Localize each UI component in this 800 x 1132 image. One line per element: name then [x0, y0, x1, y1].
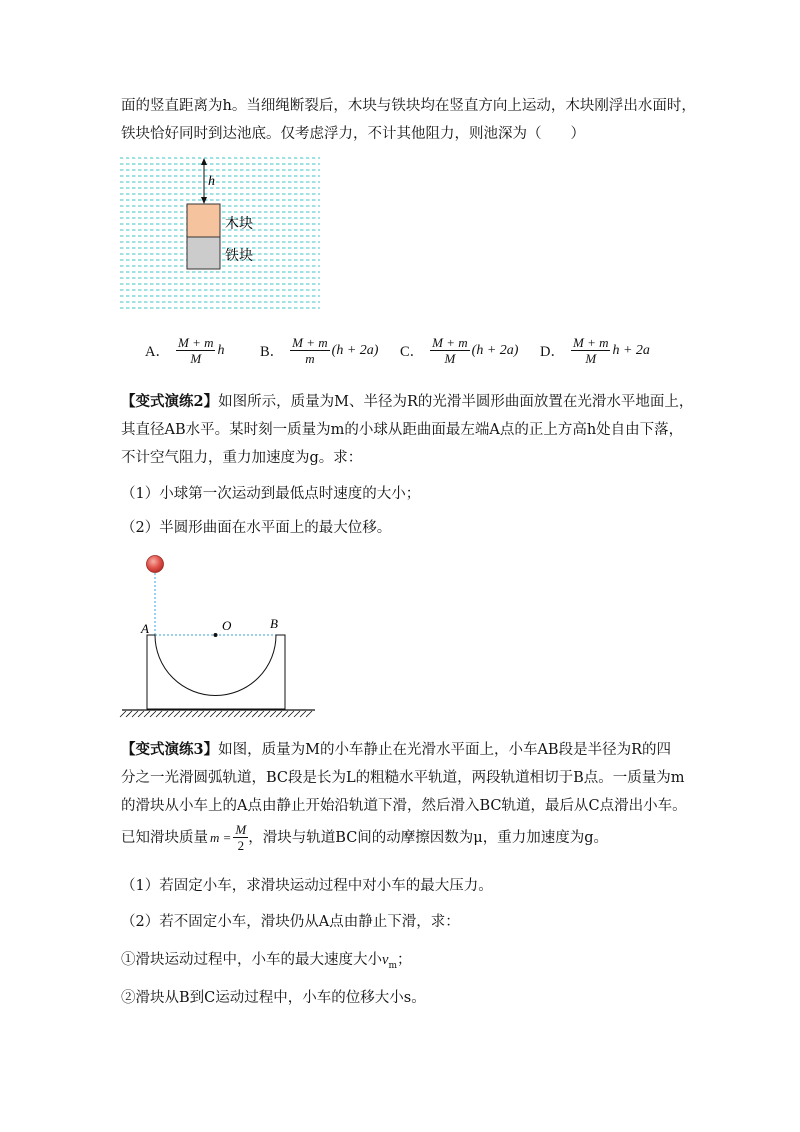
hatch-mark — [240, 711, 246, 717]
problem2-line3: 不计空气阻力，重力加速度为g。求： — [121, 450, 363, 466]
fraction: $\frac{M + m}{M}$ — [432, 335, 468, 366]
option-b — [260, 335, 378, 366]
problem2-line2: 其直径AB水平。某时刻一质量为m的小球从距曲面最左端A点的正上方高h处自由下落， — [121, 422, 684, 438]
label-b: B — [270, 616, 278, 631]
hatch-mark — [276, 711, 282, 717]
problem3-title: 【变式演练3】 — [121, 741, 219, 758]
option-label: C． — [400, 344, 425, 360]
hatch-mark — [264, 711, 270, 717]
hatch-mark — [216, 711, 222, 717]
hatch-mark — [186, 711, 192, 717]
v-symbol: v — [382, 952, 389, 968]
option-a — [145, 335, 224, 366]
hatch-mark — [246, 711, 252, 717]
hatch-mark — [144, 711, 150, 717]
fraction: $\frac{M + m}{m}$ — [292, 335, 328, 366]
problem3-line4-pre: 已知滑块质量 — [121, 829, 208, 846]
option-c — [400, 335, 518, 366]
option-tail: (h + 2a) — [331, 342, 379, 358]
problem3-question2b: ②滑块从B到C运动过程中，小车的位移大小s。 — [121, 990, 426, 1006]
water-block-figure — [120, 155, 320, 315]
q2a-end: ； — [396, 952, 412, 968]
label-o: O — [222, 618, 232, 633]
problem3-line2: 分之一光滑圆弧轨道，BC段是长为L的粗糙水平轨道，两段轨道相切于B点。一质量为m — [121, 770, 685, 786]
h-label: h — [208, 174, 215, 189]
option-tail: h + 2a — [612, 342, 650, 358]
hatch-mark — [294, 711, 300, 717]
hatch-mark — [162, 711, 168, 717]
hatch-mark — [252, 711, 258, 717]
hatch-mark — [300, 711, 306, 717]
problem3-line4-post: ，滑块与轨道BC间的动摩擦因数为μ，重力加速度为g。 — [248, 829, 608, 846]
iron-block — [187, 237, 220, 269]
problem3-question2: （2）若不固定小车，滑块仍从A点由静止下滑，求： — [121, 914, 460, 930]
hatch-mark — [204, 711, 210, 717]
hatch-mark — [174, 711, 180, 717]
fraction: $\frac{M + m}{M}$ — [572, 335, 609, 366]
fraction: $\frac{M + m}{M}$ — [177, 335, 214, 366]
hatch-mark — [180, 711, 186, 717]
wood-block — [187, 204, 220, 237]
option-label: A． — [145, 344, 170, 360]
hatch-mark — [222, 711, 228, 717]
hatch-mark — [156, 711, 162, 717]
hatch-mark — [138, 711, 144, 717]
v-subscript: m — [388, 960, 397, 971]
ground-hatching — [120, 711, 312, 717]
problem1-line1: 面的竖直距离为h。当细绳断裂后，木块与铁块均在竖直方向上运动，木块刚浮出水面时， — [121, 98, 696, 114]
option-label: D． — [540, 344, 565, 360]
wood-label: 木块 — [225, 217, 253, 232]
problem2-line1 — [121, 392, 693, 412]
option-label: B． — [260, 344, 285, 360]
semicircle-track-figure — [118, 548, 328, 723]
hatch-mark — [132, 711, 138, 717]
hatch-mark — [210, 711, 216, 717]
problem2-text1: 如图所示，质量为M、半径为R的光滑半圆形曲面放置在光滑水平地面上， — [218, 394, 694, 410]
ball — [147, 556, 164, 573]
hatch-mark — [258, 711, 264, 717]
mass-eq-lhs: m = — [210, 829, 232, 845]
problem3-line4 — [121, 822, 608, 853]
option-tail: (h + 2a) — [471, 342, 519, 358]
hatch-mark — [126, 711, 132, 717]
hatch-mark — [282, 711, 288, 717]
problem2-title: 【变式演练2】 — [121, 393, 219, 410]
center-point — [214, 633, 218, 637]
hatch-mark — [192, 711, 198, 717]
problem3-line3: 的滑块从小车上的A点由静止开始沿轨道下滑，然后滑入BC轨道，最后从C点滑出小车。 — [121, 798, 687, 814]
hatch-mark — [228, 711, 234, 717]
problem1-line2: 铁块恰好同时到达池底。仅考虑浮力，不计其他阻力，则池深为（ ） — [121, 126, 585, 142]
hatch-mark — [306, 711, 312, 717]
hatch-mark — [150, 711, 156, 717]
hatch-mark — [234, 711, 240, 717]
q2a-text: ①滑块运动过程中，小车的最大速度大小 — [121, 952, 382, 968]
hatch-mark — [120, 711, 126, 717]
hatch-mark — [168, 711, 174, 717]
problem2-question1: （1）小球第一次运动到最低点时速度的大小； — [121, 486, 421, 502]
label-a: A — [141, 621, 149, 636]
problem3-line1 — [121, 740, 671, 760]
hatch-mark — [270, 711, 276, 717]
option-d — [540, 335, 650, 366]
problem3-question1: （1）若固定小车，求滑块运动过程中对小车的最大压力。 — [121, 878, 493, 894]
mass-fraction: $\frac{M}{2}$ — [235, 822, 247, 853]
hatch-mark — [288, 711, 294, 717]
hatch-mark — [198, 711, 204, 717]
problem3-question2a — [121, 950, 411, 976]
problem3-text1: 如图，质量为M的小车静止在光滑水平面上，小车AB段是半径为R的四 — [218, 742, 671, 758]
semicircle-body — [147, 635, 285, 709]
option-tail: h — [217, 342, 225, 358]
problem2-question2: （2）半圆形曲面在水平面上的最大位移。 — [121, 520, 392, 536]
iron-label: 铁块 — [225, 249, 253, 264]
